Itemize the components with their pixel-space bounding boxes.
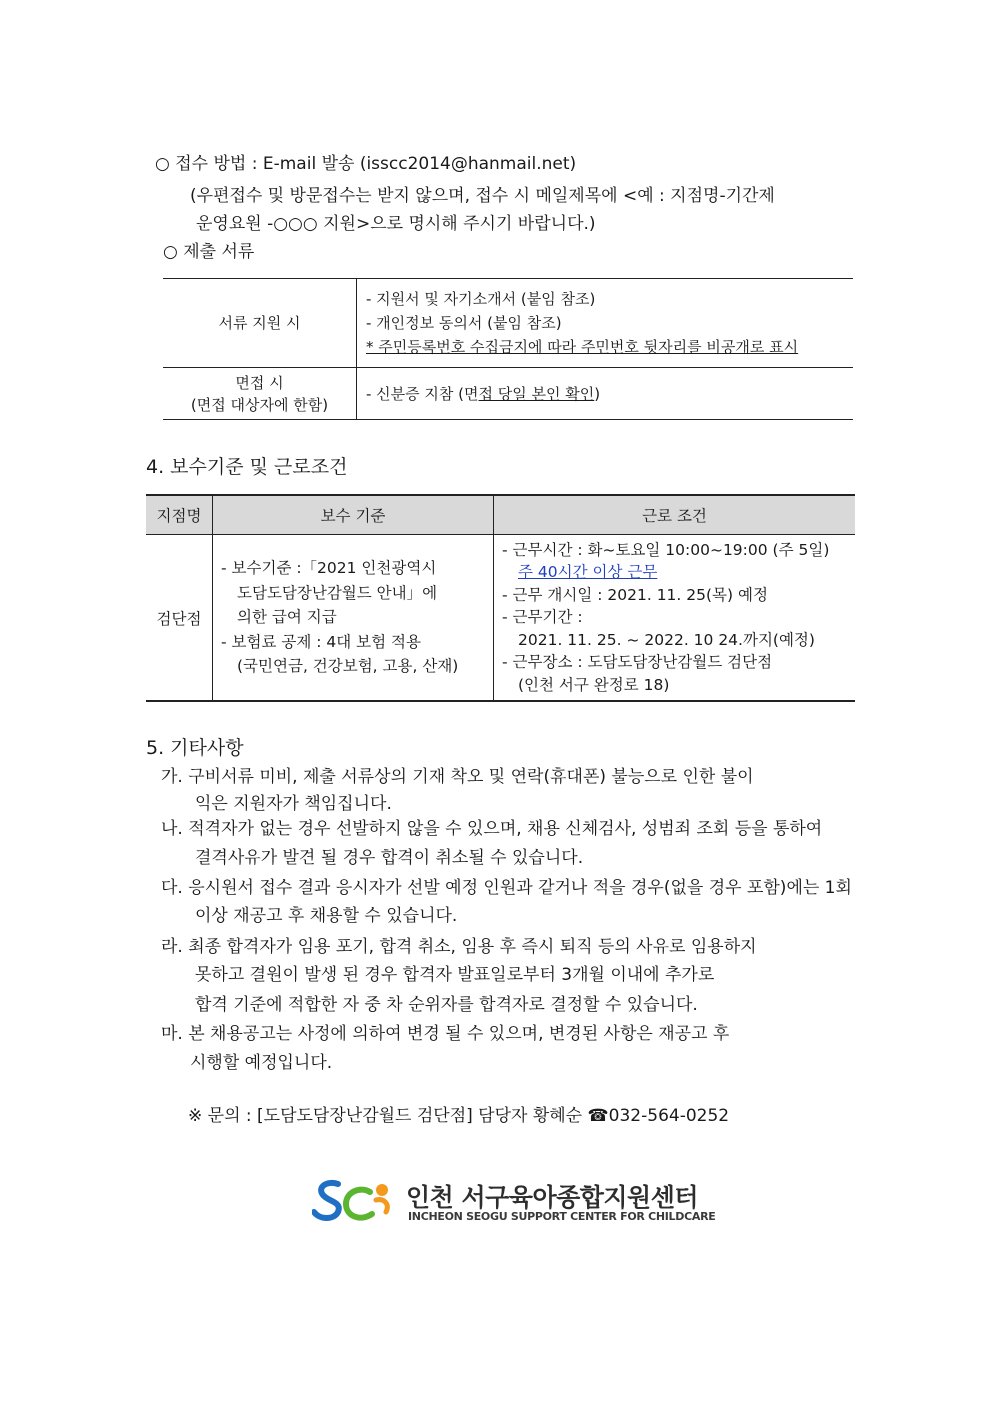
work-line: - 근무장소 : 도담도담장난감월드 검단점 xyxy=(502,653,773,672)
pay-line: 도담도담장난감월드 안내」에 xyxy=(237,583,438,602)
receipt-note-line1: (우편접수 및 방문접수는 받지 않으며, 접수 시 메일제목에 <예 : 지점명-기간제 xyxy=(190,186,775,206)
docs-row2-value xyxy=(357,368,854,420)
value-prefix: - 신분증 지참 (면 xyxy=(366,384,479,403)
header-pay: 보수 기준 xyxy=(213,495,494,535)
notice-item-cont: 못하고 결원이 발생 된 경우 합격자 발표일로부터 3개월 이내에 추가로 xyxy=(195,965,715,985)
docs-row2-label xyxy=(163,368,357,420)
pay-cell xyxy=(213,535,494,702)
documents-table xyxy=(163,278,853,420)
notice-item: 마. 본 채용공고는 사정에 의하여 변경 될 수 있으며, 변경된 사항은 재공고 후 xyxy=(161,1024,730,1044)
header-branch: 지점명 xyxy=(146,495,213,535)
work-line: - 근무시간 : 화~토요일 10:00~19:00 (주 5일) xyxy=(502,540,830,559)
section5-heading: 5. 기타사항 xyxy=(146,737,244,759)
notice-item-cont: 시행할 예정입니다. xyxy=(190,1053,333,1073)
section4-heading: 4. 보수기준 및 근로조건 xyxy=(146,456,348,478)
notice-item: 다. 응시원서 접수 결과 응시자가 선발 예정 인원과 같거나 적을 경우(없을 경우 포함)에는 1회 xyxy=(161,878,852,898)
notice-item-cont: 이상 재공고 후 채용할 수 있습니다. xyxy=(195,906,458,926)
notice-item: 라. 최종 합격자가 임용 포기, 합격 취소, 임용 후 즉시 퇴직 등의 사유로 임용하지 xyxy=(161,937,757,957)
docs-heading: ○ 제출 서류 xyxy=(163,242,255,262)
table-row xyxy=(163,279,853,368)
inquiry-contact: ※ 문의 : [도담도담장난감월드 검단점] 담당자 황혜순 ☎032-564-0252 xyxy=(188,1106,730,1126)
notice-item: 나. 적격자가 없는 경우 선발하지 않을 수 있으며, 채용 신체검사, 성범죄 조회 등을 통하여 xyxy=(161,819,823,839)
logo-korean-text: 인천 서구육아종합지원센터 xyxy=(406,1183,699,1212)
list-item: - 개인정보 동의서 (붙임 참조) xyxy=(366,314,562,332)
work-line: - 근무기간 : xyxy=(502,608,583,627)
work-line: 2021. 11. 25. ~ 2022. 10 24.까지(예정) xyxy=(518,630,815,649)
value-suffix: ) xyxy=(594,384,601,403)
notice-item-cont: 결격사유가 발견 될 경우 합격이 취소될 수 있습니다. xyxy=(195,848,584,868)
branch-cell: 검단점 xyxy=(146,535,213,702)
list-item: - 지원서 및 자기소개서 (붙임 참조) xyxy=(366,290,596,308)
receipt-note-line2: 운영요원 -○○○ 지원>으로 명시해 주시기 바랍니다.) xyxy=(196,214,596,234)
notice-item-cont: 합격 기준에 적합한 자 중 차 순위자를 합격자로 결정할 수 있습니다. xyxy=(195,995,698,1015)
table-header-row xyxy=(146,495,855,535)
table-row xyxy=(163,368,853,420)
notice-item-cont: 익은 지원자가 책임집니다. xyxy=(195,794,392,814)
value-underlined: 접 당일 본인 확인 xyxy=(478,384,595,403)
header-work: 근로 조건 xyxy=(494,495,856,535)
table-row xyxy=(146,535,855,702)
label-line: (면접 대상자에 한함) xyxy=(190,395,329,414)
work-line: (인천 서구 완정로 18) xyxy=(518,675,670,694)
pay-line: - 보수기준 :「2021 인천광역시 xyxy=(221,559,437,578)
pay-line: (국민연금, 건강보험, 고용, 산재) xyxy=(237,657,459,676)
logo-english-text: INCHEON SEOGU SUPPORT CENTER FOR CHILDCARE xyxy=(408,1210,716,1223)
docs-row1-items xyxy=(357,279,854,368)
receipt-method: ○ 접수 방법 : E-mail 발송 (isscc2014@hanmail.net) xyxy=(155,154,577,174)
pay-conditions-table xyxy=(146,494,855,702)
center-logo-icon xyxy=(312,1178,396,1226)
list-item: * 주민등록번호 수집금지에 따라 주민번호 뒷자리를 비공개로 표시 xyxy=(366,338,799,356)
docs-row1-label: 서류 지원 시 xyxy=(163,279,357,368)
pay-line: 의한 급여 지급 xyxy=(237,608,337,627)
center-logo xyxy=(312,1176,716,1228)
work-cell xyxy=(494,535,856,702)
notice-item: 가. 구비서류 미비, 제출 서류상의 기재 착오 및 연락(휴대폰) 불능으로 인한 불이 xyxy=(161,767,754,787)
work-line-highlight: 주 40시간 이상 근무 xyxy=(518,563,658,582)
work-line: - 근무 개시일 : 2021. 11. 25(목) 예정 xyxy=(502,585,768,604)
label-line: 면접 시 xyxy=(235,373,284,392)
pay-line: - 보험료 공제 : 4대 보험 적용 xyxy=(221,632,421,651)
